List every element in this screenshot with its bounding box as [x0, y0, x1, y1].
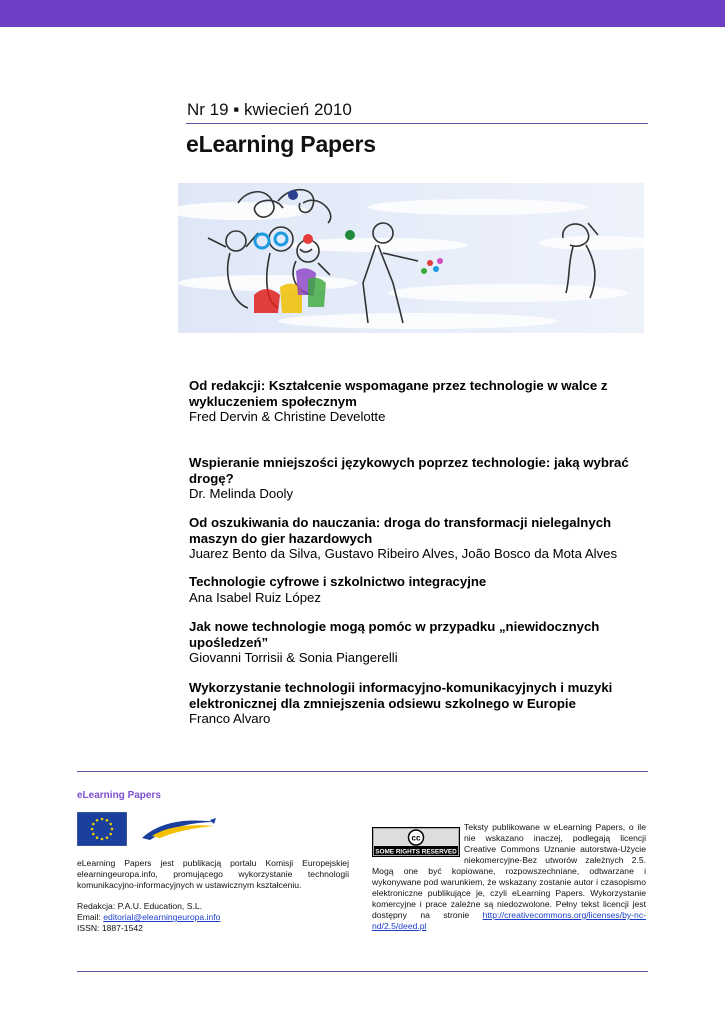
article-author: Ana Isabel Ruiz López — [189, 589, 321, 605]
footer-divider-bottom — [77, 971, 648, 972]
eu-flag-logo — [77, 812, 127, 846]
footer-issn: ISSN: 1887-1542 — [77, 923, 143, 933]
footer-editor: Redakcja: P.A.U. Education, S.L. — [77, 901, 202, 911]
lifelong-learning-logo — [140, 816, 218, 842]
issue-label: Nr 19 ▪ kwiecień 2010 — [187, 100, 352, 119]
cover-illustration — [178, 183, 644, 333]
article-author: Fred Dervin & Christine Develotte — [189, 409, 386, 424]
article-author: Juarez Bento da Silva, Gustavo Ribeiro Alves, João Bosco da Mota Alves — [189, 546, 618, 561]
article-author: Franco Alvaro — [189, 711, 271, 726]
cc-badge-label: SOME RIGHTS RESERVED — [375, 848, 457, 856]
article-item[interactable] — [189, 378, 644, 455]
footer-publisher-info — [77, 858, 349, 934]
footer-email-label: Email: — [77, 912, 104, 922]
svg-text:cc: cc — [411, 833, 421, 843]
footer-publication-name: eLearning Papers — [77, 790, 161, 801]
creative-commons-badge[interactable] — [372, 827, 460, 857]
article-author: Giovanni Torrisii & Sonia Piangerelli — [189, 650, 398, 665]
article-title[interactable]: Od oszukiwania do nauczania: droga do transformacji nielegalnych maszyn do gier hazardowych — [189, 515, 612, 546]
article-title[interactable]: Wspieranie mniejszości językowych poprzez technologie: jaką wybrać drogę? — [189, 455, 629, 486]
footer-email-line — [77, 912, 349, 923]
article-item[interactable] — [189, 619, 644, 680]
article-item[interactable] — [189, 515, 644, 574]
article-item[interactable] — [189, 455, 644, 515]
license-link[interactable]: http://creativecommons.org/licenses/by-nc-nd/2.5/deed.pl — [372, 910, 646, 931]
top-color-bar — [0, 0, 725, 27]
article-title[interactable]: Technologie cyfrowe i szkolnictwo integracyjne — [189, 574, 487, 589]
article-title[interactable]: Wykorzystanie technologii informacyjno-komunikacyjnych i muzyki elektronicznej dla zmniejszenia odsiewu szkolnego w Europie — [189, 680, 613, 711]
article-author: Dr. Melinda Dooly — [189, 486, 294, 501]
article-item[interactable] — [189, 680, 644, 727]
article-title[interactable]: Jak nowe technologie mogą pomóc w przypadku „niewidocznych upośledzeń” — [189, 619, 600, 650]
footer-description: eLearning Papers jest publikacją portalu Komisji Europejskiej elearningeuropa.info, promującego wykorzystanie technologii komunikacyjno-informacyjnych w ustawicznym kształceniu. — [77, 858, 349, 890]
article-list — [189, 378, 644, 727]
page-title: eLearning Papers — [186, 131, 376, 157]
article-item[interactable] — [189, 574, 644, 619]
license-text: Teksty publikowane w eLearning Papers, o ile nie wskazano inaczej, podlegają licencji Creative Commons Uznanie autorstwa-Użycie niekomercyjne-Bez utworów zależnych 2.5. Mogą one być kopiowane, rozpowszechniane, odtwarzane i wykonywane pod warunkiem, że wskazany zostanie autor i czasopismo elektroniczne publikujące je, czyli eLearning Papers. Wykorzystanie komercyjne i prace zależne są niedozwolone. Pełny tekst licencji jest dostępny na stronie — [372, 822, 646, 920]
footer-email-link[interactable]: editorial@elearningeuropa.info — [103, 912, 221, 922]
footer-divider-top — [77, 771, 648, 772]
header-divider — [186, 123, 648, 124]
article-title[interactable]: Od redakcji: Kształcenie wspomagane przez technologie w walce z wykluczeniem społecznym — [189, 378, 608, 409]
